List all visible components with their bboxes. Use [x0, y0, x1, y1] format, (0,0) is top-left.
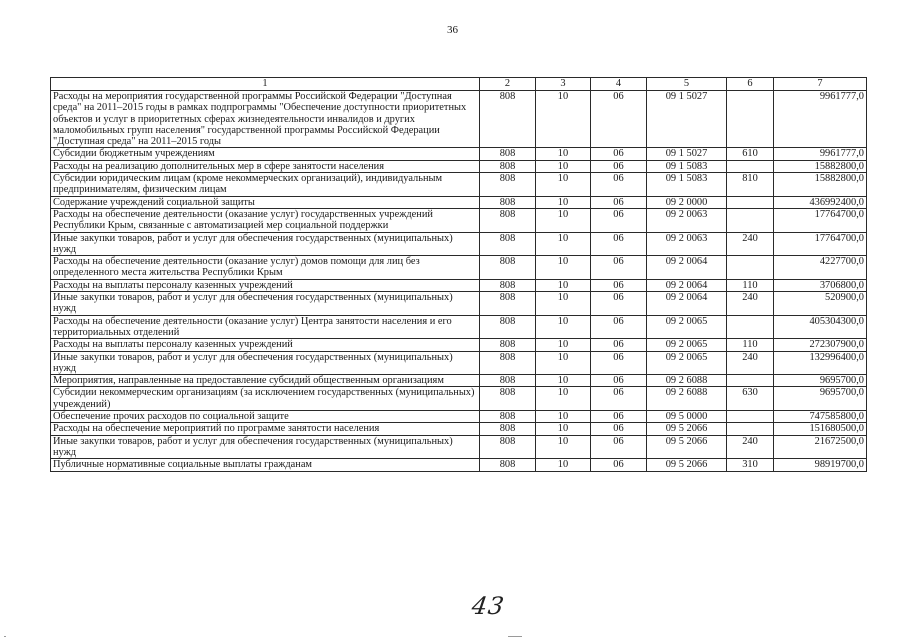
- table-row: [51, 256, 867, 280]
- subsection-code: 06: [591, 423, 647, 435]
- amount: 9695700,0: [774, 375, 867, 387]
- expense-type-code: [727, 160, 774, 172]
- section-code: 10: [536, 339, 591, 351]
- column-header: 5: [647, 78, 727, 91]
- section-code: 10: [536, 91, 591, 148]
- section-code: 10: [536, 375, 591, 387]
- row-description: Расходы на выплаты персоналу казенных учреждений: [51, 279, 480, 291]
- row-description: Обеспечение прочих расходов по социальной защите: [51, 411, 480, 423]
- section-code: 10: [536, 387, 591, 411]
- amount: 520900,0: [774, 292, 867, 316]
- expense-type-code: 240: [727, 292, 774, 316]
- section-code: 10: [536, 423, 591, 435]
- ministry-code: 808: [480, 459, 536, 471]
- row-description: Иные закупки товаров, работ и услуг для обеспечения государственных (муниципальных) нужд: [51, 232, 480, 256]
- ministry-code: 808: [480, 339, 536, 351]
- table-row: [51, 375, 867, 387]
- table-row: [51, 173, 867, 197]
- table-row: [51, 411, 867, 423]
- target-article-code: 09 2 0065: [647, 315, 727, 339]
- ministry-code: 808: [480, 387, 536, 411]
- amount: 747585800,0: [774, 411, 867, 423]
- subsection-code: 06: [591, 351, 647, 375]
- row-description: Содержание учреждений социальной защиты: [51, 196, 480, 208]
- ministry-code: 808: [480, 173, 536, 197]
- row-description: Расходы на обеспечение деятельности (оказание услуг) Центра занятости населения и его территориальных отделений: [51, 315, 480, 339]
- amount: 15882800,0: [774, 160, 867, 172]
- row-description: Мероприятия, направленные на предоставление субсидий общественным организациям: [51, 375, 480, 387]
- amount: 15882800,0: [774, 173, 867, 197]
- ministry-code: 808: [480, 160, 536, 172]
- table-row: [51, 91, 867, 148]
- section-code: 10: [536, 279, 591, 291]
- row-description: Публичные нормативные социальные выплаты гражданам: [51, 459, 480, 471]
- expense-type-code: [727, 91, 774, 148]
- subsection-code: 06: [591, 91, 647, 148]
- section-code: 10: [536, 173, 591, 197]
- ministry-code: 808: [480, 256, 536, 280]
- column-header: 6: [727, 78, 774, 91]
- ministry-code: 808: [480, 279, 536, 291]
- ministry-code: 808: [480, 435, 536, 459]
- expense-type-code: 110: [727, 279, 774, 291]
- subsection-code: 06: [591, 232, 647, 256]
- section-code: 10: [536, 435, 591, 459]
- subsection-code: 06: [591, 208, 647, 232]
- row-description: Иные закупки товаров, работ и услуг для обеспечения государственных (муниципальных) нужд: [51, 351, 480, 375]
- target-article-code: 09 5 2066: [647, 435, 727, 459]
- expense-type-code: 610: [727, 148, 774, 160]
- subsection-code: 06: [591, 173, 647, 197]
- expense-type-code: 240: [727, 351, 774, 375]
- row-description: Расходы на обеспечение деятельности (оказание услуг) государственных учреждений Республики Крым, связанные с автоматизацией мер социальной поддержки: [51, 208, 480, 232]
- amount: 4227700,0: [774, 256, 867, 280]
- table-row: [51, 351, 867, 375]
- table-row: [51, 459, 867, 471]
- row-description: Субсидии юридическим лицам (кроме некоммерческих организаций), индивидуальным предпринимателям, физическим лицам: [51, 173, 480, 197]
- section-code: 10: [536, 292, 591, 316]
- section-code: 10: [536, 196, 591, 208]
- table-row: [51, 232, 867, 256]
- subsection-code: 06: [591, 459, 647, 471]
- amount: 151680500,0: [774, 423, 867, 435]
- column-header: 7: [774, 78, 867, 91]
- table-row: [51, 148, 867, 160]
- scan-mark: [508, 636, 522, 637]
- amount: 9695700,0: [774, 387, 867, 411]
- amount: 272307900,0: [774, 339, 867, 351]
- subsection-code: 06: [591, 196, 647, 208]
- section-code: 10: [536, 208, 591, 232]
- ministry-code: 808: [480, 351, 536, 375]
- table-row: [51, 208, 867, 232]
- ministry-code: 808: [480, 292, 536, 316]
- section-code: 10: [536, 459, 591, 471]
- ministry-code: 808: [480, 315, 536, 339]
- expense-type-code: [727, 375, 774, 387]
- subsection-code: 06: [591, 279, 647, 291]
- expense-type-code: [727, 196, 774, 208]
- column-header: 3: [536, 78, 591, 91]
- amount: 3706800,0: [774, 279, 867, 291]
- expense-type-code: 810: [727, 173, 774, 197]
- target-article-code: 09 2 6088: [647, 387, 727, 411]
- target-article-code: 09 2 0065: [647, 351, 727, 375]
- row-description: Субсидии бюджетным учреждениям: [51, 148, 480, 160]
- header-row: [51, 78, 867, 91]
- row-description: Субсидии некоммерческим организациям (за исключением государственных (муниципальных) учреждений): [51, 387, 480, 411]
- ministry-code: 808: [480, 91, 536, 148]
- target-article-code: 09 1 5027: [647, 148, 727, 160]
- section-code: 10: [536, 315, 591, 339]
- handwritten-page-number: 43: [470, 592, 507, 620]
- target-article-code: 09 1 5083: [647, 173, 727, 197]
- subsection-code: 06: [591, 256, 647, 280]
- table-row: [51, 160, 867, 172]
- section-code: 10: [536, 232, 591, 256]
- target-article-code: 09 1 5027: [647, 91, 727, 148]
- expense-type-code: 240: [727, 232, 774, 256]
- subsection-code: 06: [591, 160, 647, 172]
- target-article-code: 09 2 0064: [647, 279, 727, 291]
- amount: 21672500,0: [774, 435, 867, 459]
- section-code: 10: [536, 351, 591, 375]
- amount: 17764700,0: [774, 232, 867, 256]
- target-article-code: 09 5 0000: [647, 411, 727, 423]
- target-article-code: 09 2 0000: [647, 196, 727, 208]
- ministry-code: 808: [480, 148, 536, 160]
- section-code: 10: [536, 160, 591, 172]
- column-header: 1: [51, 78, 480, 91]
- ministry-code: 808: [480, 375, 536, 387]
- subsection-code: 06: [591, 375, 647, 387]
- row-description: Расходы на реализацию дополнительных мер в сфере занятости населения: [51, 160, 480, 172]
- row-description: Иные закупки товаров, работ и услуг для обеспечения государственных (муниципальных) нужд: [51, 292, 480, 316]
- target-article-code: 09 5 2066: [647, 459, 727, 471]
- section-code: 10: [536, 411, 591, 423]
- ministry-code: 808: [480, 232, 536, 256]
- subsection-code: 06: [591, 387, 647, 411]
- expense-type-code: [727, 208, 774, 232]
- row-description: Расходы на обеспечение мероприятий по программе занятости населения: [51, 423, 480, 435]
- row-description: Расходы на выплаты персоналу казенных учреждений: [51, 339, 480, 351]
- amount: 98919700,0: [774, 459, 867, 471]
- expense-type-code: 240: [727, 435, 774, 459]
- row-description: Расходы на обеспечение деятельности (оказание услуг) домов помощи для лиц без определенного места жительства Республики Крым: [51, 256, 480, 280]
- table-row: [51, 423, 867, 435]
- amount: 436992400,0: [774, 196, 867, 208]
- subsection-code: 06: [591, 292, 647, 316]
- row-description: Расходы на мероприятия государственной программы Российской Федерации "Доступная среда" на 2011–2015 годы в рамках подпрограммы "Обеспечение доступности приоритетных объектов и услуг в приоритетных сферах жизнедеятельности инвалидов и других маломобильных групп населения" государственной программы Российской Федерации "Доступная среда" на 2011–2015 годы: [51, 91, 480, 148]
- page-number: 36: [447, 24, 458, 36]
- subsection-code: 06: [591, 435, 647, 459]
- section-code: 10: [536, 148, 591, 160]
- table-row: [51, 292, 867, 316]
- section-code: 10: [536, 256, 591, 280]
- table-body: [51, 78, 867, 472]
- ministry-code: 808: [480, 423, 536, 435]
- scan-mark: [4, 636, 6, 637]
- target-article-code: 09 2 0064: [647, 256, 727, 280]
- row-description: Иные закупки товаров, работ и услуг для обеспечения государственных (муниципальных) нужд: [51, 435, 480, 459]
- table-row: [51, 435, 867, 459]
- expense-type-code: 110: [727, 339, 774, 351]
- target-article-code: 09 2 0065: [647, 339, 727, 351]
- table-row: [51, 196, 867, 208]
- table-row: [51, 339, 867, 351]
- expense-type-code: [727, 256, 774, 280]
- expense-type-code: 310: [727, 459, 774, 471]
- target-article-code: 09 2 0063: [647, 232, 727, 256]
- target-article-code: 09 2 0063: [647, 208, 727, 232]
- amount: 132996400,0: [774, 351, 867, 375]
- expense-type-code: [727, 411, 774, 423]
- subsection-code: 06: [591, 148, 647, 160]
- amount: 9961777,0: [774, 91, 867, 148]
- expense-type-code: [727, 423, 774, 435]
- table-row: [51, 279, 867, 291]
- subsection-code: 06: [591, 339, 647, 351]
- column-header: 2: [480, 78, 536, 91]
- ministry-code: 808: [480, 208, 536, 232]
- subsection-code: 06: [591, 411, 647, 423]
- column-header: 4: [591, 78, 647, 91]
- target-article-code: 09 1 5083: [647, 160, 727, 172]
- expense-type-code: 630: [727, 387, 774, 411]
- ministry-code: 808: [480, 411, 536, 423]
- amount: 405304300,0: [774, 315, 867, 339]
- expense-type-code: [727, 315, 774, 339]
- target-article-code: 09 5 2066: [647, 423, 727, 435]
- table-row: [51, 387, 867, 411]
- budget-table: [50, 77, 867, 472]
- target-article-code: 09 2 0064: [647, 292, 727, 316]
- amount: 9961777,0: [774, 148, 867, 160]
- ministry-code: 808: [480, 196, 536, 208]
- target-article-code: 09 2 6088: [647, 375, 727, 387]
- amount: 17764700,0: [774, 208, 867, 232]
- subsection-code: 06: [591, 315, 647, 339]
- table-row: [51, 315, 867, 339]
